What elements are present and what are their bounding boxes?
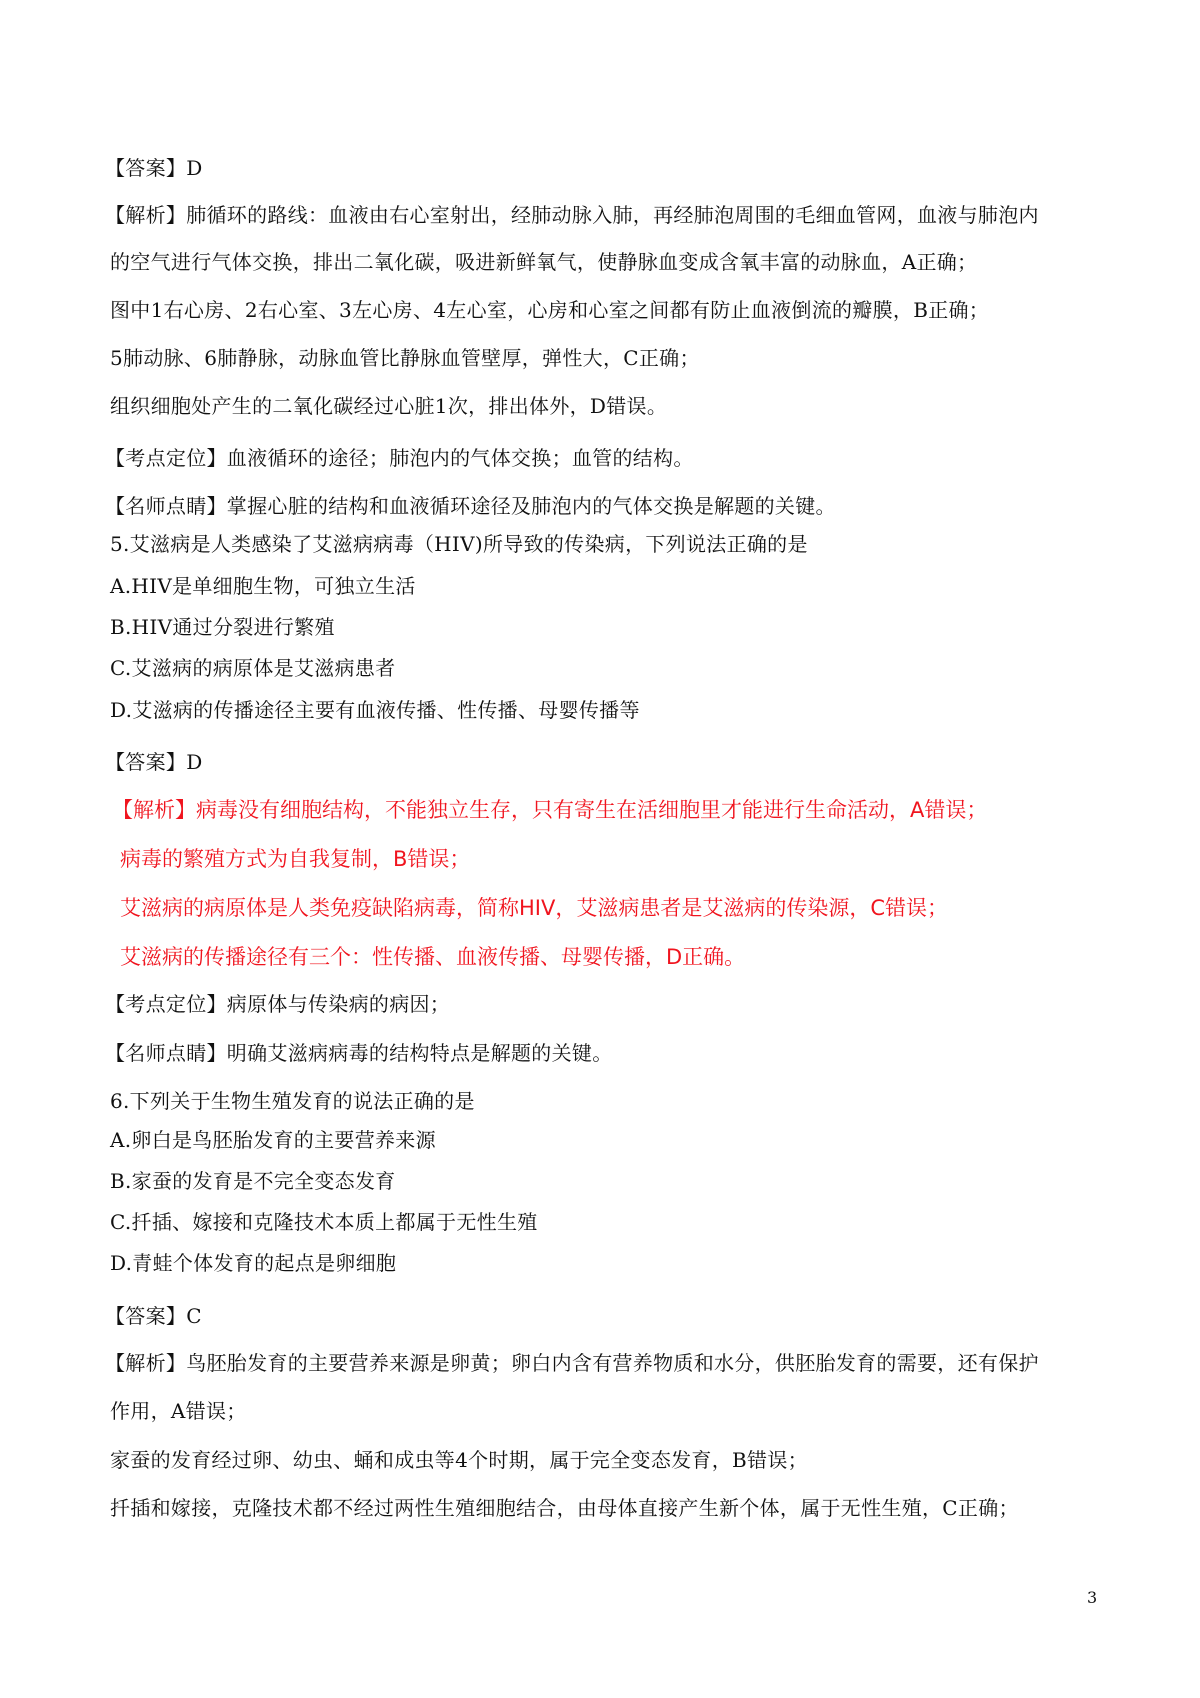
q6-option-c: C.扦插、嫁接和克隆技术本质上都属于无性生殖 <box>110 1210 538 1234</box>
q5-analysis-line: 【解析】病毒没有细胞结构，不能独立生存，只有寄生在活细胞里才能进行生命活动，A错误； <box>112 798 988 822</box>
q4-analysis-line: 组织细胞处产生的二氧化碳经过心脏1次，排出体外，D错误。 <box>110 394 668 418</box>
q4-analysis-line: 5肺动脉、6肺静脉，动脉血管比静脉血管壁厚，弹性大，C正确； <box>110 346 700 370</box>
page-number: 3 <box>1087 1588 1098 1607</box>
q5-analysis-line: 病毒的繁殖方式为自我复制，B错误； <box>120 847 471 871</box>
q4-analysis-line: 图中1右心房、2右心室、3左心房、4左心室，心房和心室之间都有防止血液倒流的瓣膜，B正确； <box>110 298 990 322</box>
q6-analysis-line: 扦插和嫁接，克隆技术都不经过两性生殖细胞结合，由母体直接产生新个体，属于无性生殖，C正确； <box>110 1496 1019 1520</box>
q6-option-d: D.青蛙个体发育的起点是卵细胞 <box>110 1251 397 1275</box>
q5-key-point: 【考点定位】病原体与传染病的病因； <box>105 992 451 1016</box>
q4-answer: 【答案】D <box>105 156 203 180</box>
q5-option-b: B.HIV通过分裂进行繁殖 <box>110 615 335 639</box>
q5-option-d: D.艾滋病的传播途径主要有血液传播、性传播、母婴传播等 <box>110 698 640 722</box>
q5-question: 5.艾滋病是人类感染了艾滋病病毒（HIV)所导致的传染病，下列说法正确的是 <box>110 532 808 556</box>
q6-analysis-line: 【解析】鸟胚胎发育的主要营养来源是卵黄；卵白内含有营养物质和水分，供胚胎发育的需要，还有保护 <box>105 1351 1039 1375</box>
q6-question: 6.下列关于生物生殖发育的说法正确的是 <box>110 1089 475 1113</box>
q6-analysis-line: 家蚕的发育经过卵、幼虫、蛹和成虫等4个时期，属于完全变态发育，B错误； <box>110 1448 808 1472</box>
q6-analysis-line: 作用，A错误； <box>110 1399 247 1423</box>
q5-analysis-line: 艾滋病的传播途径有三个：性传播、血液传播、母婴传播，D正确。 <box>120 945 746 969</box>
q4-analysis-line: 【解析】肺循环的路线：血液由右心室射出，经肺动脉入肺，再经肺泡周围的毛细血管网，血液与肺泡内 <box>105 203 1039 227</box>
q6-option-a: A.卵白是鸟胚胎发育的主要营养来源 <box>110 1128 436 1152</box>
q5-analysis-line: 艾滋病的病原体是人类免疫缺陷病毒，简称HIV，艾滋病患者是艾滋病的传染源，C错误； <box>120 896 949 920</box>
q5-teacher-tip: 【名师点睛】明确艾滋病病毒的结构特点是解题的关键。 <box>105 1041 613 1065</box>
q6-answer: 【答案】C <box>105 1304 202 1328</box>
q5-option-a: A.HIV是单细胞生物，可独立生活 <box>110 574 416 598</box>
q6-option-b: B.家蚕的发育是不完全变态发育 <box>110 1169 396 1193</box>
q4-teacher-tip: 【名师点睛】掌握心脏的结构和血液循环途径及肺泡内的气体交换是解题的关键。 <box>105 494 836 518</box>
q5-option-c: C.艾滋病的病原体是艾滋病患者 <box>110 656 396 680</box>
q4-key-point: 【考点定位】血液循环的途径；肺泡内的气体交换；血管的结构。 <box>105 446 694 470</box>
q5-answer: 【答案】D <box>105 750 203 774</box>
q4-analysis-line: 的空气进行气体交换，排出二氧化碳，吸进新鲜氧气，使静脉血变成含氧丰富的动脉血，A正确； <box>110 250 978 274</box>
